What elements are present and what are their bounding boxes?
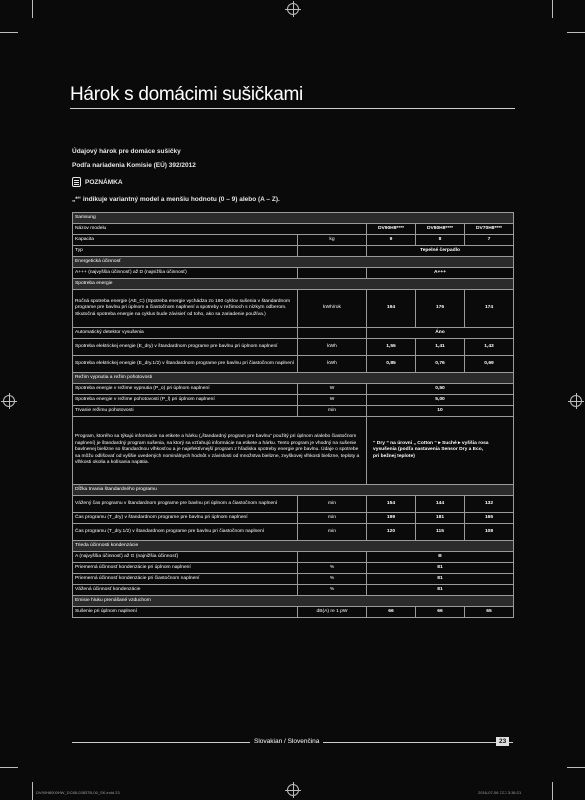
row-value: 1,41: [416, 339, 465, 356]
row-value: 10: [367, 406, 514, 417]
row-unit: [298, 552, 367, 563]
model-name-label: Názov modelu: [73, 224, 367, 235]
crop-mark: [32, 0, 33, 18]
row-unit: min: [298, 406, 367, 417]
row-unit: min: [298, 513, 367, 524]
row-label: Vážená účinnosť kondenzácie: [73, 585, 298, 596]
note-text: „*“ indikuje variantný model a menšiu hodnotu (0 – 9) alebo (A – Z).: [72, 196, 280, 203]
row-value: 1,43: [465, 339, 514, 356]
model-name: DV70H8****: [465, 224, 514, 235]
section-header-row: [73, 596, 514, 607]
program-value-line: pri bežnej teplote): [373, 453, 415, 459]
row-label: Spotreba elektrickej energie (E_dry.1/2) v štandardnom programe pre bavlnu pri čiastočnom naplnení: [73, 356, 298, 373]
intro-line: Podľa nariadenia Komisie (EÚ) 392/2012: [72, 162, 196, 169]
row-value: 108: [465, 524, 514, 541]
row-label: Ročná spotreba energie (AE_C) (Spotreba energie vychádza zo 160 cyklov sušenia v štandardnom programe pre bavlnu pri úplnom a čiastočnom naplnení a spotreby v režimoch s nízkym odberom. Skutočná spotreba energie na cyklus bude závisieť od toho, ako sa zariadenie používa.): [73, 290, 298, 328]
section-title: Režim vypnutia a režim pohotovosti: [73, 373, 514, 384]
row-value: 181: [416, 513, 465, 524]
row-value: 165: [465, 513, 514, 524]
section-title: Spotreba energie: [73, 279, 514, 290]
crop-mark: [0, 32, 18, 33]
row-label: Automatický detektor vysušenia: [73, 328, 298, 339]
row-label: Sušenie pri úplnom naplnení: [73, 607, 298, 618]
title-divider: [70, 108, 515, 109]
page-number: 23: [496, 737, 509, 746]
row-unit: [298, 328, 367, 339]
crop-mark: [567, 767, 585, 768]
crop-mark: [552, 782, 553, 800]
table-row: [73, 290, 514, 328]
table-row: [73, 395, 514, 406]
table-row: [73, 524, 514, 541]
section-header-row: [73, 485, 514, 496]
row-value: 81: [367, 585, 514, 596]
row-unit: min: [298, 524, 367, 541]
row-value: 66: [416, 607, 465, 618]
table-row: [73, 406, 514, 417]
registration-mark-icon: [3, 395, 15, 407]
row-value: 154: [367, 496, 416, 513]
row-label: Čas programu (T_dry) v štandardnom programe pre bavlnu pri úplnom naplnení: [73, 513, 298, 524]
program-value: [367, 417, 514, 485]
section-title: Emisie hluku prenášané vzduchom: [73, 596, 514, 607]
note-label: POZNÁMKA: [85, 179, 123, 186]
crop-mark: [567, 32, 585, 33]
row-unit: W: [298, 384, 367, 395]
table-row: [73, 328, 514, 339]
section-header-row: [73, 373, 514, 384]
table-row: [73, 235, 514, 246]
brand-row: Samsung: [73, 213, 514, 224]
row-label: Priemerná účinnosť kondenzácie pri čiastočnom naplnení: [73, 574, 298, 585]
row-unit: [298, 268, 367, 279]
row-value: 1,55: [367, 339, 416, 356]
table-row: [73, 563, 514, 574]
model-name: DV80H8****: [416, 224, 465, 235]
intro-line: Údajový hárok pre domáce sušičky: [72, 148, 181, 155]
section-title: Trieda účinnosti kondenzácie: [73, 541, 514, 552]
row-value: 0,76: [416, 356, 465, 373]
row-value: 194: [367, 290, 416, 328]
row-value: 0,50: [367, 384, 514, 395]
row-unit: W: [298, 395, 367, 406]
registration-mark-icon: [287, 784, 299, 796]
note-icon: [72, 177, 81, 187]
row-unit: kWh: [298, 339, 367, 356]
row-value: A+++: [367, 268, 514, 279]
table-row: [73, 246, 514, 257]
row-value: 0,85: [367, 356, 416, 373]
row-value: 7: [465, 235, 514, 246]
print-imprint: 2016-07-06 ☐☐ 3:36:21: [478, 790, 522, 795]
row-value: 174: [465, 290, 514, 328]
row-label: Spotreba energie v režime pohotovosti (P_l) pri úplnom naplnení: [73, 395, 298, 406]
row-value: 81: [367, 563, 514, 574]
spec-table: [72, 212, 514, 618]
table-row: [73, 339, 514, 356]
row-unit: kg: [298, 235, 367, 246]
row-unit: %: [298, 574, 367, 585]
row-value: Áno: [367, 328, 514, 339]
table-row: [73, 356, 514, 373]
table-row: [73, 384, 514, 395]
table-row: [73, 268, 514, 279]
program-value-line: vysušenia (podľa nastavenia Sensor Dry a Eco,: [373, 447, 484, 453]
row-value: 115: [416, 524, 465, 541]
row-value: B: [367, 552, 514, 563]
row-value: 81: [367, 574, 514, 585]
row-value: 199: [367, 513, 416, 524]
row-label: Spotreba elektrickej energie (E_dry) v štandardnom programe pre bavlnu pri úplnom naplnení: [73, 339, 298, 356]
section-title: Dĺžka trvania štandardného programu: [73, 485, 514, 496]
row-label: Vážený čas programu v štandardnom programe pre bavlnu pri úplnom a čiastočnom naplnení: [73, 496, 298, 513]
model-name: DV90H8****: [367, 224, 416, 235]
section-header-row: [73, 257, 514, 268]
row-value: 9: [367, 235, 416, 246]
row-label: Trvanie režimu pohotovosti: [73, 406, 298, 417]
row-label: A (najvyššia účinnosť) až G (najnižšia účinnosť): [73, 552, 298, 563]
row-label: Typ: [73, 246, 298, 257]
print-imprint: DV90H8000HW_DC68-03837B-00_SK.indd 23: [36, 790, 120, 795]
row-unit: kWh: [298, 356, 367, 373]
row-unit: %: [298, 585, 367, 596]
row-unit: kWh/rok: [298, 290, 367, 328]
crop-mark: [552, 0, 553, 18]
crop-mark: [32, 782, 33, 800]
table-row: [73, 552, 514, 563]
row-unit: min: [298, 496, 367, 513]
row-value: 66: [367, 607, 416, 618]
section-title: Energetická účinnosť: [73, 257, 514, 268]
table-row: [73, 585, 514, 596]
table-row: [73, 496, 514, 513]
footer-language: Slovakian / Slovenčina: [250, 738, 323, 745]
row-unit: [298, 246, 367, 257]
table-row: [73, 417, 514, 485]
table-row: [73, 513, 514, 524]
page-title: Hárok s domácimi sušičkami: [70, 84, 303, 105]
row-value: 0,69: [465, 356, 514, 373]
row-label: A+++ (najvyššia účinnosť) až D (najnižšia účinnosť): [73, 268, 298, 279]
row-label: Kapacita: [73, 235, 298, 246]
row-unit: dB(A) re 1 pW: [298, 607, 367, 618]
row-unit: %: [298, 563, 367, 574]
registration-mark-icon: [570, 395, 582, 407]
row-value: 132: [465, 496, 514, 513]
section-header-row: [73, 541, 514, 552]
row-label: Spotreba energie v režime vypnutia (P_o) pri úplnom naplnení: [73, 384, 298, 395]
registration-mark-icon: [287, 3, 299, 15]
row-value: 5,00: [367, 395, 514, 406]
row-value: 65: [465, 607, 514, 618]
row-value: 8: [416, 235, 465, 246]
row-label: Program, ktorého sa týkajú informácie na etikete a hárku („štandardný program pre bavlnu“ použitý pri úplnom a/alebo čiastočnom naplnení) je štandardný program sušenia, na ktorý sa vzťahujú informácie na etikete a hárku. Tento program je vhodný na sušenie bavlnenej bielizne so štandardnou vlhkosťou a je najefektívnejší program z hľadiska spotreby energie pre bavlnu. Údaje o spotrebe sa môžu odlišovať od vyššie uvedených nominálnych hodnôt v závislosti od množstva bielizne, zvyškovej vlhkosti bielizne, teploty a vlhkosti okolia a kolísania napätia.: [73, 417, 367, 485]
table-row: [73, 607, 514, 618]
section-header-row: [73, 279, 514, 290]
program-value-line: “ Dry ” na úrovni „ Cotton “ ▸ Suché ▸ vyššia rosa: [373, 440, 489, 446]
row-value: Tepelné čerpadlo: [367, 246, 514, 257]
row-value: 176: [416, 290, 465, 328]
row-label: Priemerná účinnosť kondenzácie pri úplnom naplnení: [73, 563, 298, 574]
row-value: 120: [367, 524, 416, 541]
row-label: Čas programu (T_dry.1/2) v štandardnom programe pre bavlnu pri čiastočnom naplnení: [73, 524, 298, 541]
row-value: 144: [416, 496, 465, 513]
table-row: [73, 574, 514, 585]
crop-mark: [0, 767, 18, 768]
